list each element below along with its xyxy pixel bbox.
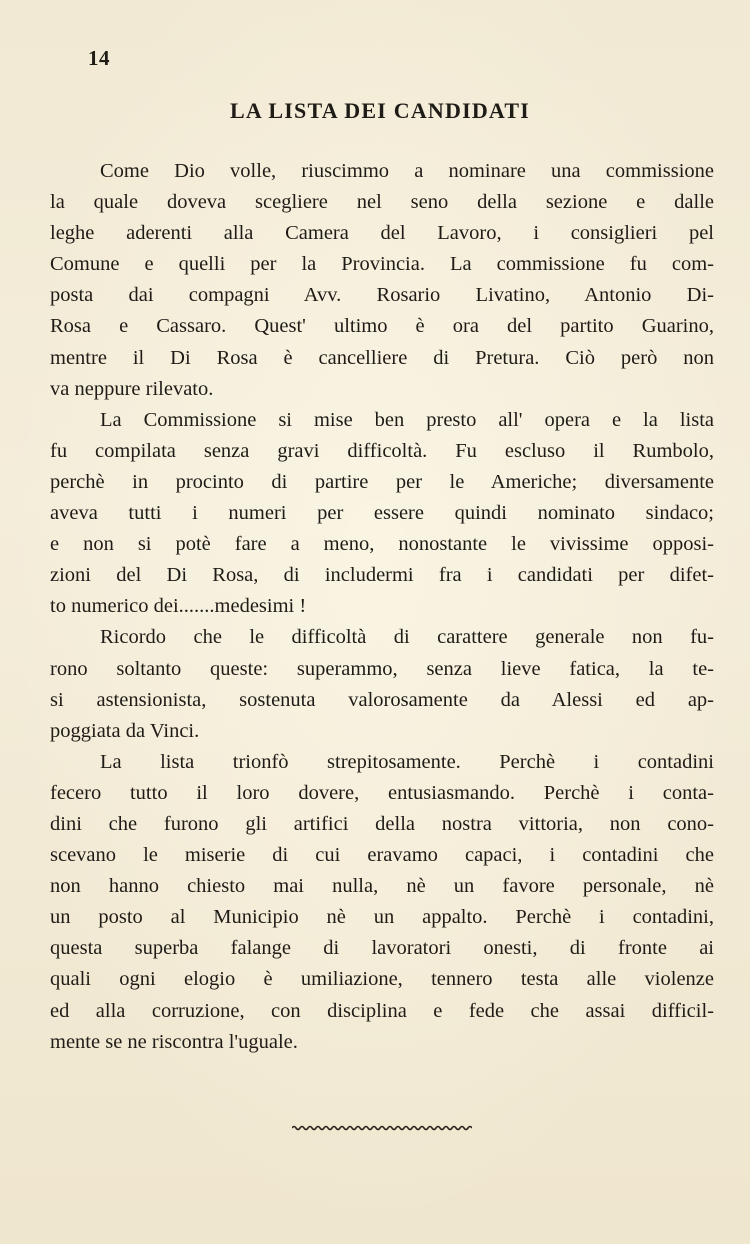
text-line: La lista trionfò strepitosamente. Perchè i contadini — [100, 750, 714, 773]
text-line: perchè in procinto di partire per le Americhe; diversamente — [50, 470, 714, 493]
text-line: un posto al Municipio nè un appalto. Perchè i contadini, — [50, 906, 714, 929]
text-line: poggiata da Vinci. — [50, 719, 200, 742]
body-text — [50, 156, 714, 1058]
text-line: la quale doveva scegliere nel seno della sezione e dalle — [50, 191, 714, 214]
page-number: 14 — [88, 46, 110, 70]
text-line: mentre il Di Rosa è cancelliere di Pretura. Ciò però non — [50, 346, 714, 369]
text-line: Come Dio volle, riuscimmo a nominare una commissione — [100, 160, 714, 182]
text-line: aveva tutti i numeri per essere quindi nominato sindaco; — [50, 502, 714, 525]
text-line: si astensionista, sostenuta valorosamente da Alessi ed ap- — [50, 688, 714, 711]
text-line: posta dai compagni Avv. Rosario Livatino, Antonio Di- — [50, 284, 714, 307]
text-line: zioni del Di Rosa, di includermi fra i candidati per difet- — [50, 564, 714, 587]
wavy-rule-ornament-icon — [292, 1124, 472, 1132]
chapter-title: LA LISTA DEI CANDIDATI — [229, 98, 531, 123]
text-line: non hanno chiesto mai nulla, nè un favore personale, nè — [50, 875, 714, 898]
text-line: fu compilata senza gravi difficoltà. Fu escluso il Rumbolo, — [50, 439, 714, 462]
text-line: Rosa e Cassaro. Quest' ultimo è ora del partito Guarino, — [50, 315, 714, 338]
text-line: fecero tutto il loro dovere, entusiasmando. Perchè i conta- — [50, 781, 714, 804]
text-line: ed alla corruzione, con disciplina e fede che assai difficil- — [50, 999, 714, 1022]
text-line: La Commissione si mise ben presto all' opera e la lista — [100, 408, 714, 431]
text-line: dini che furono gli artifici della nostra vittoria, non cono- — [50, 812, 714, 835]
text-line: Comune e quelli per la Provincia. La commissione fu com- — [50, 253, 714, 276]
text-line: rono soltanto queste: superammo, senza lieve fatica, la te- — [50, 657, 714, 680]
text-line: scevano le miserie di cui eravamo capaci, i contadini che — [50, 844, 714, 867]
text-line: va neppure rilevato. — [50, 377, 214, 400]
text-line: quali ogni elogio è umiliazione, tennero testa alle violenze — [50, 968, 714, 991]
text-line: e non si potè fare a meno, nonostante le vivissime opposi- — [50, 533, 714, 556]
text-line: Ricordo che le difficoltà di carattere generale non fu- — [100, 626, 714, 649]
text-line: leghe aderenti alla Camera del Lavoro, i consiglieri pel — [50, 222, 714, 245]
text-line: questa superba falange di lavoratori onesti, di fronte ai — [50, 937, 714, 960]
text-line: mente se ne riscontra l'uguale. — [50, 1030, 298, 1053]
text-line: to numerico dei.......medesimi ! — [50, 595, 307, 618]
